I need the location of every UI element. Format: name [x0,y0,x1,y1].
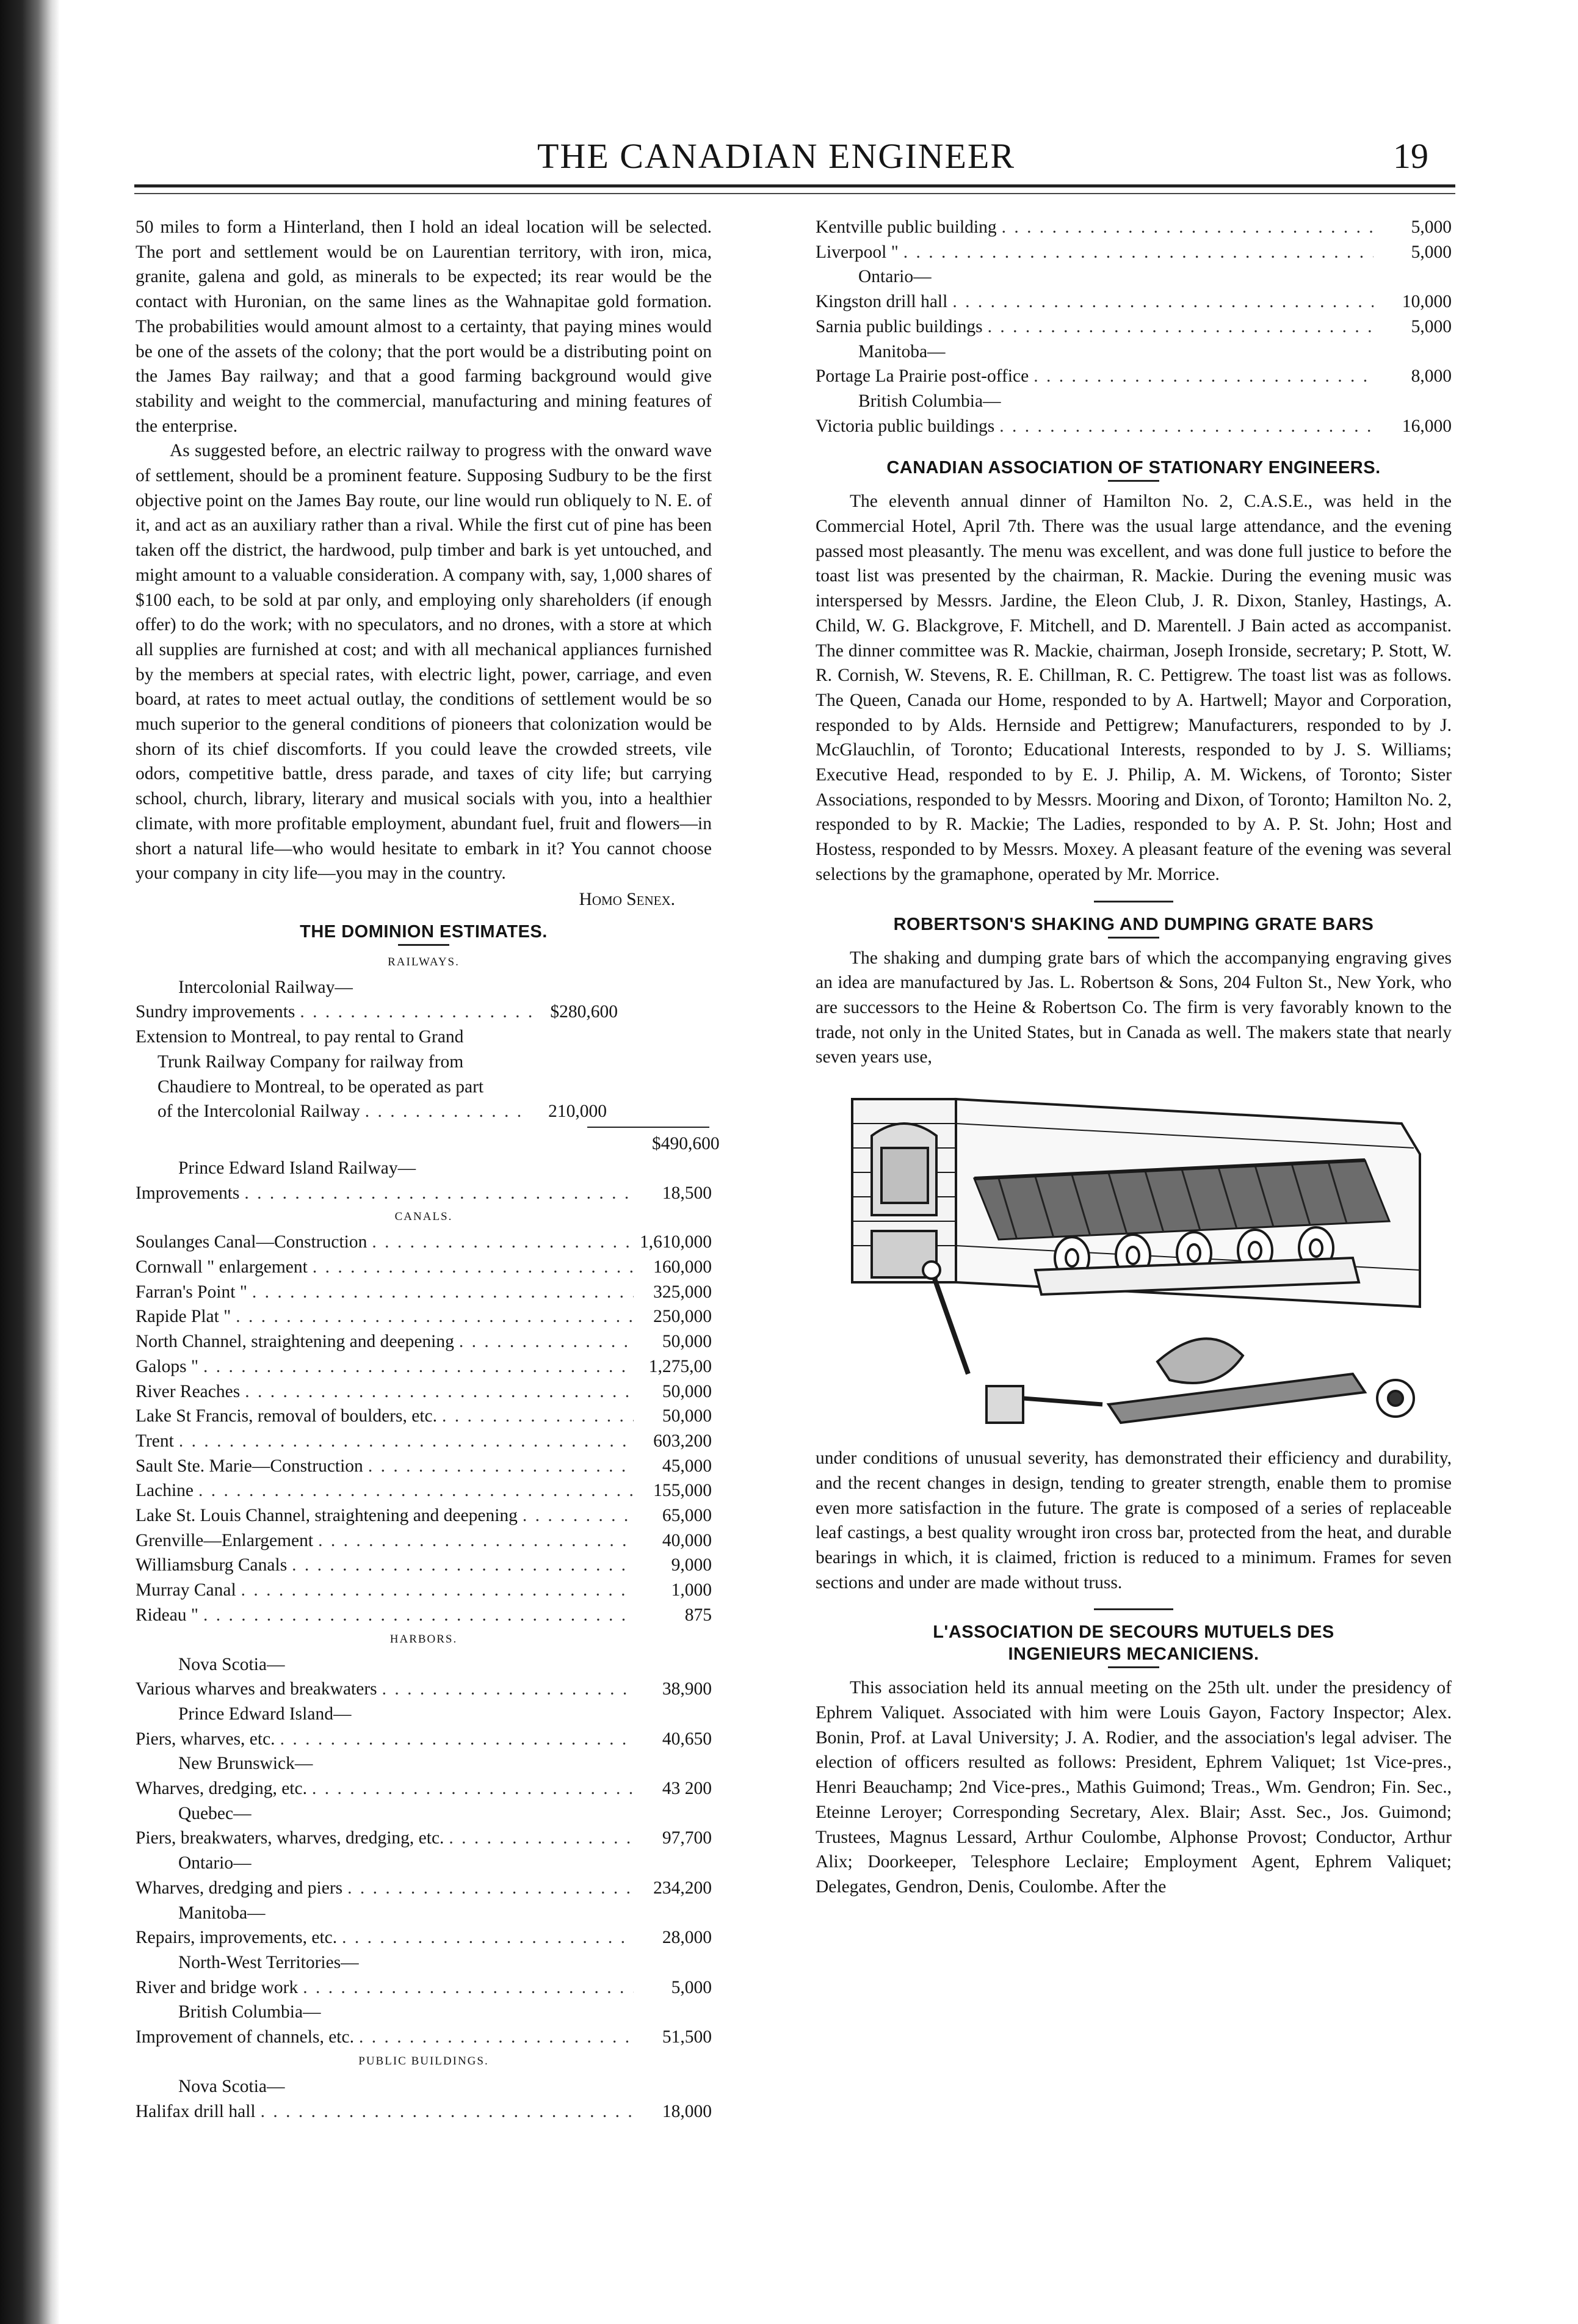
canal-row: Sault Ste. Marie—Construction . . . 45,000 [136,1454,712,1479]
building-row: Kingston drill hall . . . 10,000 [816,289,1452,314]
extension-line: Chaudiere to Montreal, to be operated as part [157,1077,484,1097]
header-rule [134,184,1455,187]
harbor-row: Wharves, dredging and piers . . . 234,200 [136,1876,712,1901]
province-label: Nova Scotia— [178,2076,285,2096]
canal-row: Trent . . . 603,200 [136,1429,712,1454]
canal-row: Rideau " . . . 875 [136,1603,712,1628]
estimate-amount: $280,600 [550,1002,618,1022]
extension-line: Extension to Montreal, to pay rental to Grand [136,1027,464,1047]
canal-row: Rapide Plat " . . . 250,000 [136,1304,712,1329]
heading-rule [1108,480,1159,482]
estimate-row [136,1000,618,1025]
building-row: Sarnia public buildings . . . 5,000 [816,314,1452,340]
scan-binding-edge [0,0,60,2324]
section-label-railways: RAILWAYS. [388,955,460,968]
province-label: North-West Territories— [178,1953,359,1972]
building-row: Kentville public building . . . 5,000 [816,215,1452,240]
article-paragraph: under conditions of unusual severity, has demonstrated their efficiency and durability, and the recent changes in design, tending to greater strength, enable them to promise even more satisfaction in the future. The grate is composed of a series of replaceable leaf castings, a best quality wrought iron cross bar, protected from the heat, and durable bearings in which, it is claimed, friction is reduced to a minimum. Frames for seven sections and under are made without truss. [816,1448,1452,1592]
heading-rule [1108,937,1159,939]
heading-rule [1108,1666,1159,1668]
header-rule-thin [134,193,1455,194]
extension-line: Trunk Railway Company for railway from [157,1051,464,1072]
canal-row: Lake St Francis, removal of boulders, etc. . . . 50,000 [136,1404,712,1429]
province-label: Manitoba— [178,1903,266,1923]
canal-row: Cornwall " enlargement . . . 160,000 [136,1255,712,1280]
canal-rows [136,1230,712,1627]
subtotal-amount: $490,600 [652,1133,720,1153]
canal-row: Farran's Point " . . . 325,000 [136,1280,712,1305]
subtotal-rule [587,1127,709,1128]
harbor-row: Wharves, dredging, etc. . . . 43 200 [136,1776,712,1801]
province-label: New Brunswick— [178,1754,313,1774]
canal-row: Grenville—Enlargement . . . 40,000 [136,1528,712,1553]
estimate-label: Sundry improvements [136,1002,295,1022]
building-row: Victoria public buildings . . . 16,000 [816,414,1452,439]
canal-row: River Reaches . . . 50,000 [136,1379,712,1404]
grate-bars-engraving [816,1087,1452,1435]
article-paragraph: This association held its annual meeting on the 25th ult. under the presidency of Ephrem Valiquet. Associated with him were Louis Gayon, Factory Inspector; Alex. Bonin, Prof. at Laval University; J. A. Rodier, and the association's legal adviser. The election of officers resulted as follows: President, Ephrem Valiquet; 1st Vice-pres., Henri Beauchamp; 2nd Vice-pres., Mathis Guimond; Treas., Wm. Gendron; Fin. Sec., Eteinne Leroyer; Corresponding Secretary, Alex. Blair; Asst. Sec., Jos. Guimond; Trustees, Magnus Lessard, Arthur Coulombe, Alphonse Provost; Conductor, Arthur Alix; Doorkeeper, Telesphore Leclaire; Employment Agent, Ephrem Valiquet; Delegates, Gendron, Denis, Coulombe. After the [816,1678,1452,1897]
article-paragraph: The shaking and dumping grate bars of which the accompanying engraving gives an idea are manufactured by Jas. L. Robertson & Sons, 204 Fulton St., New York, who are successors to the Heine & Robertson Co. The firm is very favorably known to the trade, not only in the United States, but in Canada as well. The makers state that nearly seven years use, [816,948,1452,1067]
harbor-row: Repairs, improvements, etc. . . . 28,000 [136,1925,712,1950]
leader-dots [300,1000,540,1025]
estimate-label: Improvements [136,1183,240,1203]
signature: Homo Senex. [579,889,675,909]
estimate-row [136,1099,607,1124]
subtotal-row [136,1124,720,1153]
right-column [816,215,1452,1900]
article-paragraph: The eleventh annual dinner of Hamilton No. 2, C.A.S.E., was held in the Commercial Hotel, April 7th. There was the usual large attendance, and the evening passed most pleasantly. The menu was excellent, and was done full justice to before the toast list was presented by the chairman, R. Mackie. During the evening music was interspersed by Messrs. Jardine, the Eleon Club, J. R. Dixon, Stanley, Hastings, A. Child, W. G. Blackgrove, F. Mitchell, and D. Marentell. J Bain acted as accompanist. The dinner committee was R. Mackie, chairman, Joseph Ironside, secretary; P. Stott, W. R. Cornish, W. Stevens, R. E. Chillman, R. C. Pettigrew. The toast list was as follows. The Queen, Canada our Home, responded to by A. Hartwell; Mayor and Corporation, responded to by Alds. Hernside and Pettigrew; Manufacturers, responded to by J. McGlauchlin, of Toronto; Educational Interests, responded to by J. S. Williams; Executive Head, responded to by E. J. Philip, A. M. Wickens, of Toronto; Sister Associations, responded to by Messrs. Mooring and Dixon, of Toronto; Hamilton No. 2, responded to by R. Mackie; The Ladies, responded to by A. P. St. John; Host and Hostess, responded to by Messrs. Moxey. A pleasant feature of the evening was several selections by the gramaphone, operated by Mr. Morrice. [816,492,1452,884]
article-paragraph: As suggested before, an electric railway to progress with the onward wave of settlement, should be a prominent feature. Supposing Sudbury to be the first objective point on the James Bay route, our line would run obliquely to N. E. of it, and act as an auxiliary rather than a rival. While the first cut of pine has been taken off the district, the hardwood, pulp timber and bark is yet untouched, and might amount to a valuable consideration. A company with, say, 1,000 shares of $100 each, to be sold at par only, and employing only shareholders (if enough offer) to do the work; with no speculators, and no drones, with a store at which all supplies are furnished at cost; and with all mechanical appliances furnished by the members at special rates, with electric light, power, carriage, and even board, at rates to meet actual outlay, the conditions of settlement would be so much superior to the general conditions of pioneers that colonization would be shorn of its chief discomforts. If you could leave the crowded streets, vile odors, competitive battle, dress parade, and taxes of city life; but carrying school, church, library, literary and musical socials with you, into a healthier climate, with more profitable employment, abundant fuel, fruit and flowers—in short a natural life—who would hesitate to embark in it? You cannot choose your company in city life—you may in the country. [136,441,712,884]
estimate-row [136,1181,712,1206]
canal-row: Murray Canal . . . 1,000 [136,1578,712,1603]
harbor-row: Various wharves and breakwaters . . . 38,900 [136,1677,712,1702]
section-label-canals: CANALS. [394,1210,453,1224]
stationary-engineers-heading: CANADIAN ASSOCIATION OF STATIONARY ENGINEERS. [886,458,1381,478]
estimate-amount: 18,500 [662,1183,712,1203]
article-paragraph: 50 miles to form a Hinterland, then I hold an ideal location will be selected. The port and settlement would be on Laurentian territory, with iron, mica, granite, galena and gold, as minerals to be expected; its rear would be the contact with Huronian, on the same lines as the Wahnapitae gold formation. The probabilities would amount almost to a certainty, that paying mines would be one of the assets of the colony; that the port would be a distributing point on the James Bay railway; and that a good farming background would give stability and weight to the commercial, manufacturing and mining features of the enterprise. [136,217,712,436]
railway-name: Prince Edward Island Railway— [178,1158,416,1178]
harbor-row: Piers, breakwaters, wharves, dredging, etc. . . . 97,700 [136,1826,712,1851]
harbor-row: Improvement of channels, etc. . . . 51,500 [136,2025,712,2050]
section-separator [1094,1608,1173,1610]
heading-rule [398,944,449,946]
railway-name: Intercolonial Railway— [178,977,353,997]
province-label: Ontario— [178,1853,252,1873]
province-label: Quebec— [178,1803,252,1823]
province-label: British Columbia— [858,391,1001,411]
section-separator [1094,901,1173,902]
leader-dots [365,1099,529,1124]
building-row: Portage La Prairie post-office . . . 8,000 [816,364,1452,389]
harbor-row: Piers, wharves, etc. . . . 40,650 [136,1727,712,1752]
grate-bars-heading: ROBERTSON'S SHAKING AND DUMPING GRATE BARS [893,914,1374,934]
leader-dots [244,1181,634,1206]
section-label-public-buildings: PUBLIC BUILDINGS. [358,2054,489,2068]
left-column [136,215,720,2124]
association-heading-line2: INGENIEURS MECANICIENS. [1008,1644,1259,1665]
canal-row: Galops " . . . 1,275,00 [136,1354,712,1379]
province-label: Manitoba— [858,341,946,361]
association-heading-line1: L'ASSOCIATION DE SECOURS MUTUELS DES [933,1622,1334,1643]
building-row: Liverpool " . . . 5,000 [816,240,1452,265]
building-row: Halifax drill hall . . . 18,000 [136,2099,712,2124]
province-label: Ontario— [858,267,932,287]
page-number: 19 [1393,136,1428,176]
canal-row: Lake St. Louis Channel, straightening and deepening . . . 65,000 [136,1503,712,1528]
canal-row: Lachine . . . 155,000 [136,1478,712,1503]
canal-row: North Channel, straightening and deepening . . . 50,000 [136,1329,712,1354]
canal-row: Williamsburg Canals . . . 9,000 [136,1553,712,1578]
province-label: Prince Edward Island— [178,1704,352,1724]
province-label: British Columbia— [178,2002,321,2022]
canal-row: Soulanges Canal—Construction . . . 1,610,000 [136,1230,712,1255]
section-label-harbors: HARBORS. [389,1632,458,1646]
estimates-heading: THE DOMINION ESTIMATES. [300,921,548,942]
buildings-list [816,215,1452,438]
running-head: THE CANADIAN ENGINEER [537,136,1016,176]
province-label: Nova Scotia— [178,1654,285,1674]
estimate-amount: 210,000 [548,1102,607,1122]
estimate-label: of the Intercolonial Railway [157,1102,360,1122]
harbor-row: River and bridge work . . . 5,000 [136,1975,712,2000]
